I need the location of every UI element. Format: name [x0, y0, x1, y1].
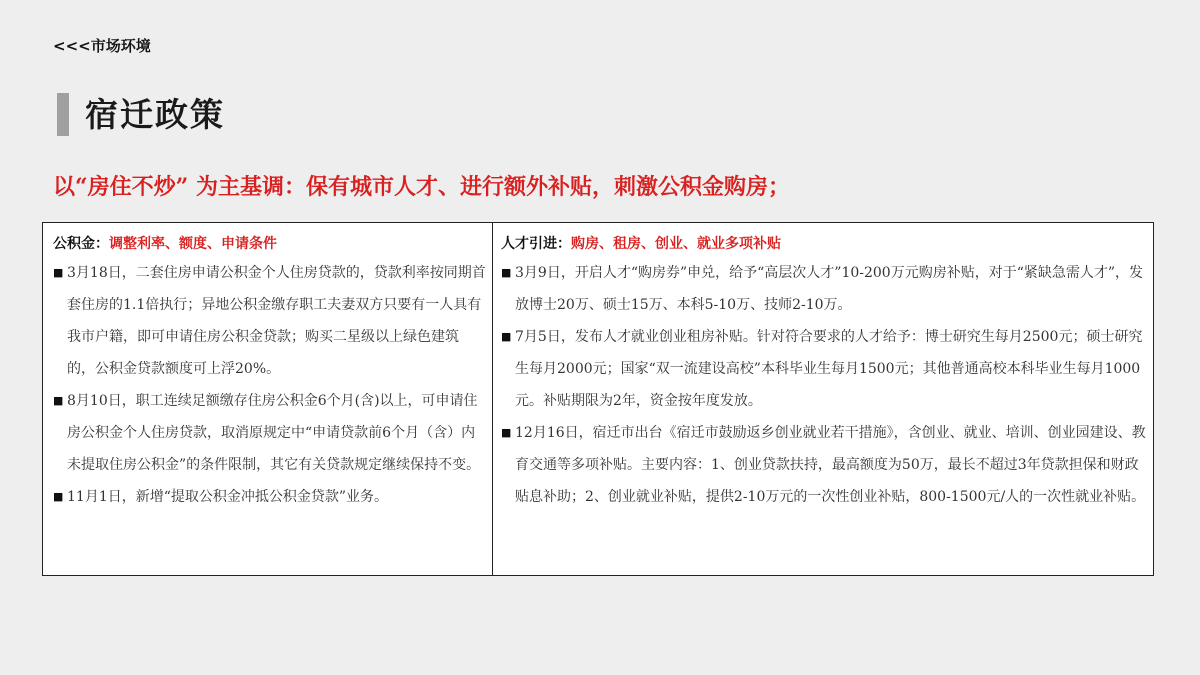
column-heading	[501, 231, 1147, 257]
subtitle: 以“房住不炒” 为主基调：保有城市人才、进行额外补贴，刺激公积金购房；	[53, 174, 790, 200]
list-item	[53, 385, 486, 481]
square-bullet-icon: ■	[53, 394, 64, 407]
breadcrumb: <<<市场环境	[53, 37, 151, 55]
square-bullet-icon: ■	[501, 330, 512, 343]
page-title: 宿迁政策	[85, 95, 225, 134]
list-item	[501, 321, 1147, 417]
talent-column	[493, 223, 1153, 575]
list-item-text: 11月1日，新增“提取公积金冲抵公积金贷款”业务。	[67, 489, 389, 505]
list-item	[501, 417, 1147, 513]
list-item-text: 8月10日，职工连续足额缴存住房公积金6个月(含)以上，可申请住房公积金个人住房贷款，取消原规定中“申请贷款前6个月（含）内未提取住房公积金”的条件限制，其它有关贷款规定继续保持不变。	[67, 393, 481, 473]
square-bullet-icon: ■	[501, 426, 512, 439]
list-item-text: 3月9日，开启人才“购房券”申兑，给予“高层次人才”10-200万元购房补贴，对于“紧缺急需人才”，发放博士20万、硕士15万、本科5-10万、技师2-10万。	[515, 265, 1144, 313]
policy-panel	[42, 222, 1154, 576]
list-item-text: 12月16日，宿迁市出台《宿迁市鼓励返乡创业就业若干措施》，含创业、就业、培训、创业园建设、教育交通等多项补贴。主要内容：1、创业贷款扶持，最高额度为50万，最长不超过3年贷款担保和财政贴息补助；2、创业就业补贴，提供2-10万元的一次性创业补贴，800-1500元/人的一次性就业补贴。	[515, 425, 1146, 505]
square-bullet-icon: ■	[53, 490, 64, 503]
column-heading-accent: 购房、租房、创业、就业多项补贴	[571, 236, 781, 252]
column-heading-label: 公积金：	[53, 236, 109, 252]
list-item-text: 7月5日，发布人才就业创业租房补贴。针对符合要求的人才给予：博士研究生每月2500元；硕士研究生每月2000元；国家“双一流建设高校”本科毕业生每月1500元；其他普通高校本科毕业生每月1000元。补贴期限为2年，资金按年度发放。	[515, 329, 1143, 409]
title-accent-bar	[57, 93, 69, 136]
list-item-text: 3月18日，二套住房申请公积金个人住房贷款的，贷款利率按同期首套住房的1.1倍执行；异地公积金缴存职工夫妻双方只要有一人具有我市户籍，即可申请住房公积金贷款；购买二星级以上绿色建筑的，公积金贷款额度可上浮20%。	[67, 265, 486, 377]
list-item	[501, 257, 1147, 321]
column-heading-accent: 调整利率、额度、申请条件	[109, 236, 277, 252]
column-heading	[53, 231, 486, 257]
square-bullet-icon: ■	[501, 266, 512, 279]
list-item	[53, 257, 486, 385]
list-item	[53, 481, 486, 513]
column-heading-label: 人才引进：	[501, 236, 571, 252]
housing-fund-column	[43, 223, 493, 575]
square-bullet-icon: ■	[53, 266, 64, 279]
